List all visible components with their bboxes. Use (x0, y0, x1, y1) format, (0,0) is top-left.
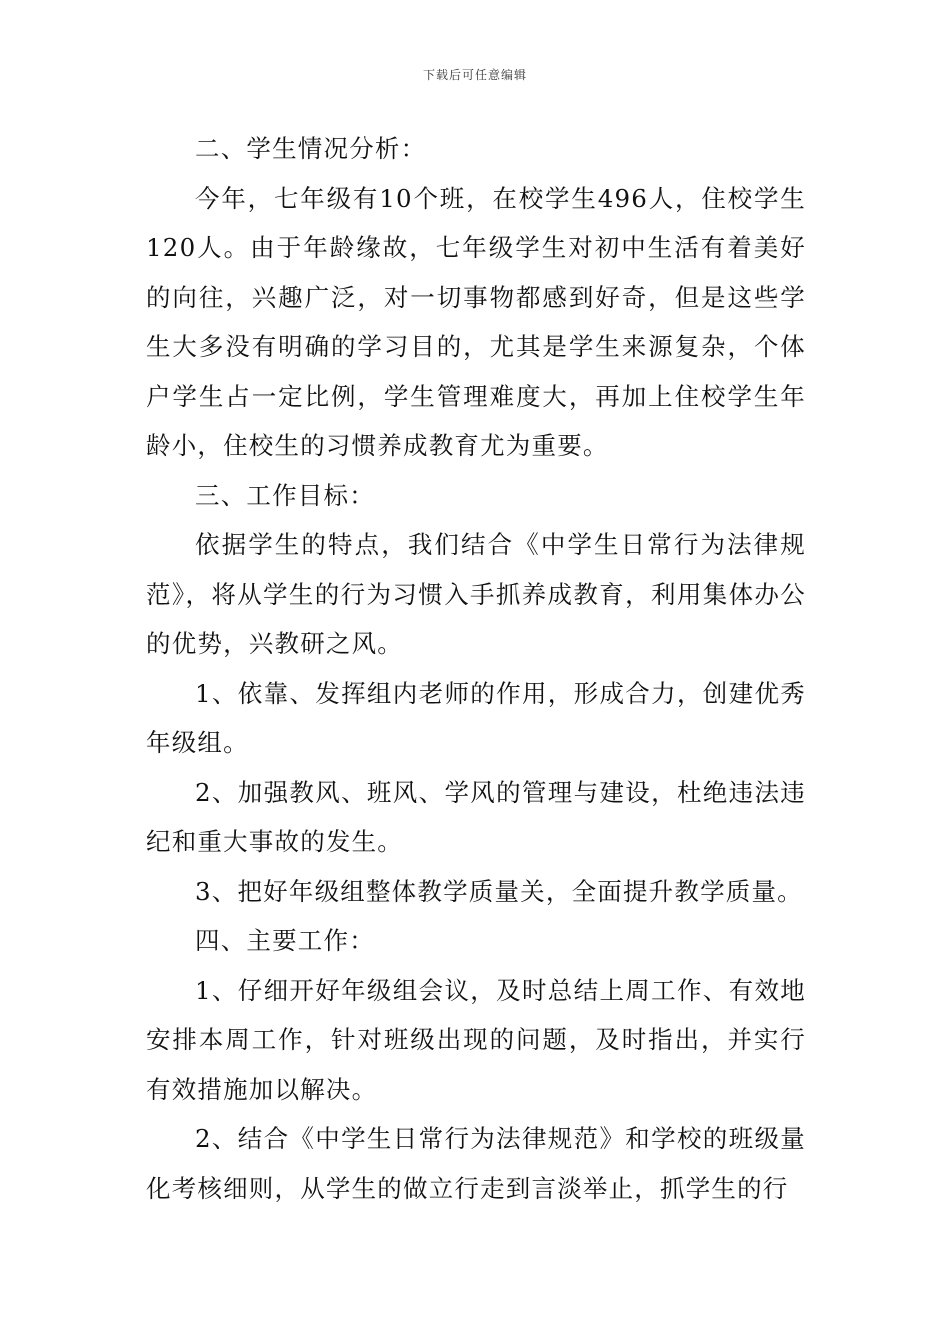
paragraph-student-analysis: 今年，七年级有10个班，在校学生496人，住校学生120人。由于年龄缘故，七年级学生对初中生活有着美好的向往，兴趣广泛，对一切事物都感到好奇，但是这些学生大多没有明确的学习目的，尤其是学生来源复杂，个体户学生占一定比例，学生管理难度大，再加上住校学生年龄小，住校生的习惯养成教育尤为重要。 (146, 183, 806, 460)
goal-item-2: 2、加强教风、班风、学风的管理与建设，杜绝违法违纪和重大事故的发生。 (146, 777, 806, 856)
work-item-1: 1、仔细开好年级组会议，及时总结上周工作、有效地安排本周工作，针对班级出现的问题，及时指出，并实行有效措施加以解决。 (146, 975, 806, 1104)
work-item-2: 2、结合《中学生日常行为法律规范》和学校的班级量化考核细则，从学生的做立行走到言淡举止，抓学生的行 (146, 1124, 806, 1203)
document-body (146, 124, 806, 1213)
section-heading-main-work: 四、主要工作： (195, 926, 375, 955)
header-note: 下载后可任意编辑 (422, 68, 527, 82)
section-heading-goals: 三、工作目标： (195, 480, 375, 510)
goal-item-1: 1、依靠、发挥组内老师的作用，形成合力，创建优秀年级组。 (146, 678, 806, 757)
goal-item-3: 3、把好年级组整体教学质量关，全面提升教学质量。 (195, 876, 803, 906)
paragraph-goals-intro: 依据学生的特点，我们结合《中学生日常行为法律规范》，将从学生的行为习惯入手抓养成教育，利用集体办公的优势，兴教研之风。 (146, 530, 806, 658)
section-heading-student-analysis: 二、学生情况分析： (195, 134, 427, 163)
